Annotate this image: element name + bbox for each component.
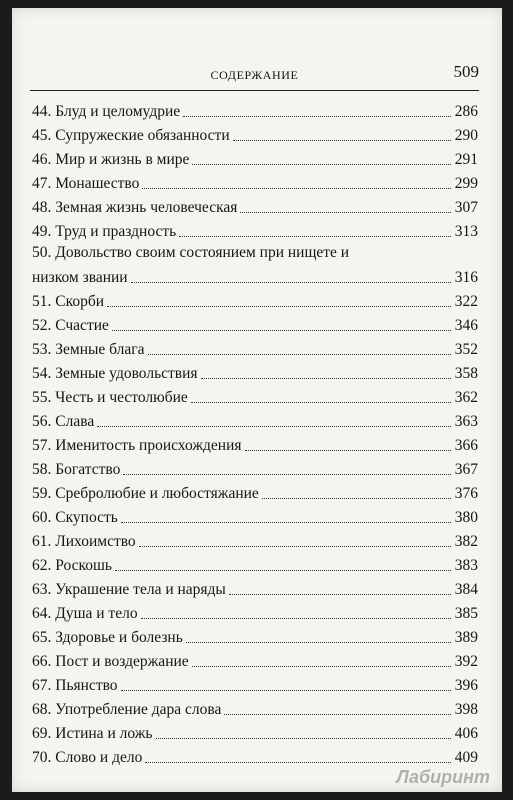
toc-entry-label: 69. Истина и ложь [32,725,153,742]
toc-entry-page: 363 [454,413,478,430]
toc-entry [32,529,478,553]
dot-leader [97,426,451,427]
dot-leader [142,188,450,189]
toc-entry [32,553,478,577]
dot-leader [131,282,451,283]
dot-leader [121,690,451,691]
toc-entry-page: 352 [454,341,478,358]
toc-entry [32,625,478,649]
toc-entry-page: 286 [454,103,478,120]
dot-leader [121,522,451,523]
toc-entry [32,601,478,625]
toc-entry [32,147,478,171]
toc-entry-page: 398 [454,701,478,718]
toc-entry [32,243,478,289]
toc-entry-line [32,724,478,744]
toc-entry [32,219,478,243]
toc-entry-label: 55. Честь и честолюбие [32,389,188,406]
dot-leader [229,594,451,595]
dot-leader [141,618,451,619]
toc-entry-label: 67. Пьянство [32,677,118,694]
toc-entry-line [32,748,478,768]
toc-entry-label: 46. Мир и жизнь в мире [32,151,190,168]
toc-entry [32,99,478,123]
toc-entry-line [32,292,478,312]
toc-entry-label: 65. Здоровье и болезнь [32,629,183,646]
dot-leader [183,116,451,117]
toc-entry [32,721,478,745]
toc-entry [32,385,478,409]
book-page [12,8,502,792]
toc-entry-line [32,580,478,600]
dot-leader [115,570,451,571]
toc-entry-line [32,222,478,242]
toc-entry [32,289,478,313]
toc-entry-line [32,150,478,170]
toc-entry-label: 56. Слава [32,413,95,430]
toc-entry-page: 290 [454,127,478,144]
toc-entry-page: 382 [454,533,478,550]
toc-entry-line [32,484,478,504]
toc-entry-page: 409 [454,749,478,766]
toc-entry-label: 48. Земная жизнь человеческая [32,199,238,216]
toc-entry-line [32,460,478,480]
toc-entry-label: 45. Супружеские обязанности [32,127,230,144]
toc-entry-page: 362 [454,389,478,406]
toc-entry [32,505,478,529]
toc-entry-label: 68. Употребление дара слова [32,701,222,718]
toc-entry-line [32,436,478,456]
toc-entry-label: 70. Слово и дело [32,749,143,766]
toc-entry [32,313,478,337]
dot-leader [145,762,450,763]
toc-entry-label: 47. Монашество [32,175,140,192]
toc-entry-line [32,532,478,552]
toc-entry-line [32,652,478,672]
toc-entry-line [32,556,478,576]
toc-entry-line [32,102,478,122]
toc-entry-label: 59. Сребролюбие и любостяжание [32,485,259,502]
toc-entry [32,433,478,457]
dot-leader [245,450,451,451]
header-page-number: 509 [453,62,479,81]
toc-entry-label: 60. Скупость [32,509,118,526]
toc-entry-page: 385 [454,605,478,622]
toc-entry-label: 44. Блуд и целомудрие [32,103,181,120]
toc-entry-page: 322 [454,293,478,310]
header-title: СОДЕРЖАНИЕ [210,68,299,82]
toc-entry [32,481,478,505]
toc-entry-page: 376 [454,485,478,502]
toc-entry-line [32,316,478,336]
toc-entry-page: 367 [454,461,478,478]
dot-leader [139,546,451,547]
running-header [30,60,479,91]
toc-entry-label: 57. Именитость происхождения [32,437,242,454]
dot-leader [192,666,451,667]
dot-leader [192,164,450,165]
dot-leader [186,642,451,643]
toc-entry [32,171,478,195]
toc-entry-page: 392 [454,653,478,670]
toc-entry-label: 52. Счастие [32,317,109,334]
dot-leader [240,212,450,213]
toc-entry [32,337,478,361]
dot-leader [179,236,451,237]
toc-entry-page: 316 [454,269,478,286]
dot-leader [123,474,450,475]
toc-entry-page: 396 [454,677,478,694]
toc-entry-line [32,364,478,384]
watermark-logo: Лабиринт [396,767,490,787]
dot-leader [112,330,451,331]
toc-entry-page: 346 [454,317,478,334]
toc-entry-label: 54. Земные удовольствия [32,365,198,382]
toc-entry-line [32,700,478,720]
toc-entry [32,745,478,769]
toc-entry [32,577,478,601]
toc-entry-page: 299 [454,175,478,192]
dot-leader [156,738,451,739]
toc-entry-line [32,198,478,218]
toc-entry [32,457,478,481]
toc-entry [32,123,478,147]
toc-entry-line [32,676,478,696]
dot-leader [201,378,451,379]
toc-entry-line [32,412,478,432]
toc-entry-label: 64. Душа и тело [32,605,138,622]
dot-leader [262,498,451,499]
toc-entry-page: 383 [454,557,478,574]
toc-entry [32,361,478,385]
toc-entry-page: 380 [454,509,478,526]
toc-entry-label: 49. Труд и праздность [32,223,177,240]
toc-entry-label-line1: 50. Довольство своим состоянием при нищете и [32,244,350,261]
toc-entry-line [32,388,478,408]
toc-entry-page: 389 [454,629,478,646]
toc-entry-line [32,508,478,528]
toc-entry-label: 63. Украшение тела и наряды [32,581,226,598]
toc-entry-page: 366 [454,437,478,454]
toc-entry-label: 51. Скорби [32,293,105,310]
toc-entry-label: 62. Роскошь [32,557,112,574]
dot-leader [233,140,451,141]
toc-entry [32,697,478,721]
toc-entry-page: 384 [454,581,478,598]
toc-entry-label: 53. Земные блага [32,341,145,358]
toc-entry-label: 61. Лихоимство [32,533,136,550]
toc-entry [32,649,478,673]
toc-entry [32,409,478,433]
toc-entry-line [32,126,478,146]
toc-entry-page: 406 [454,725,478,742]
toc-entry-label: 66. Пост и воздержание [32,653,189,670]
dot-leader [224,714,450,715]
toc-entry-page: 291 [454,151,478,168]
toc-entry-page: 313 [454,223,478,240]
dot-leader [191,402,451,403]
toc-entry [32,673,478,697]
toc-entry-line [32,268,478,288]
toc-entry-label: низком звании [32,269,128,286]
toc-entry-page: 358 [454,365,478,382]
toc-entry [32,195,478,219]
dot-leader [107,306,451,307]
toc-entry-line [32,340,478,360]
dot-leader [148,354,451,355]
toc-entry-label: 58. Богатство [32,461,121,478]
toc-entry-line [32,174,478,194]
toc-entry-line [32,628,478,648]
toc-entry-page: 307 [454,199,478,216]
toc-entry-line [32,604,478,624]
